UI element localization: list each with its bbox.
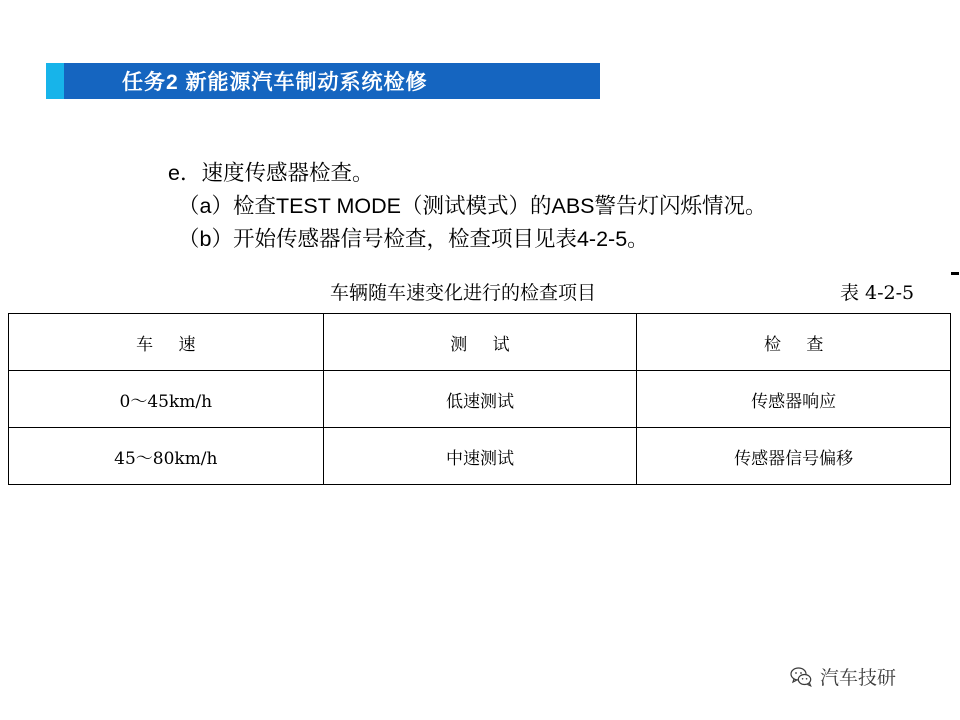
table-header-test-label: 测 试 xyxy=(450,334,520,355)
stray-mark xyxy=(951,272,959,275)
footer-logo-text: 汽车技研 xyxy=(820,667,897,689)
table-caption: 车辆随车速变化进行的检查项目 xyxy=(330,282,597,304)
content-text-block xyxy=(168,157,868,256)
table-header-speed-label: 车 速 xyxy=(136,334,206,355)
table-header-cell-speed xyxy=(9,314,324,371)
page-title: 任务2 新能源汽车制动系统检修 xyxy=(122,71,428,94)
table-cell-test: 低速测试 xyxy=(323,371,637,428)
wechat-icon xyxy=(790,666,812,688)
table-header-cell-test xyxy=(323,314,637,371)
table-cell-test: 中速测试 xyxy=(323,428,637,485)
table-row xyxy=(9,428,951,485)
inspection-table xyxy=(8,313,951,485)
slide-title-banner xyxy=(46,63,600,99)
table-cell-check: 传感器信号偏移 xyxy=(637,428,951,485)
table-row xyxy=(9,371,951,428)
table-cell-check: 传感器响应 xyxy=(637,371,951,428)
content-line-3: （b）开始传感器信号检查，检查项目见表4-2-5。 xyxy=(178,227,649,251)
title-accent-block xyxy=(46,63,64,99)
footer-logo xyxy=(790,663,896,690)
table-cell-speed: 0～45km/h xyxy=(9,371,324,428)
table-header-row xyxy=(9,314,951,371)
content-line-2: （a）检查TEST MODE（测试模式）的ABS警告灯闪烁情况。 xyxy=(178,194,767,218)
table-caption-row xyxy=(0,278,960,304)
title-bar xyxy=(64,63,600,99)
table-header-cell-check xyxy=(637,314,951,371)
table-number: 表 4-2-5 xyxy=(840,282,915,304)
table-header-check-label: 检 查 xyxy=(763,334,834,355)
content-line-1: e．速度传感器检查。 xyxy=(168,161,374,185)
table-cell-speed: 45～80km/h xyxy=(9,428,324,485)
